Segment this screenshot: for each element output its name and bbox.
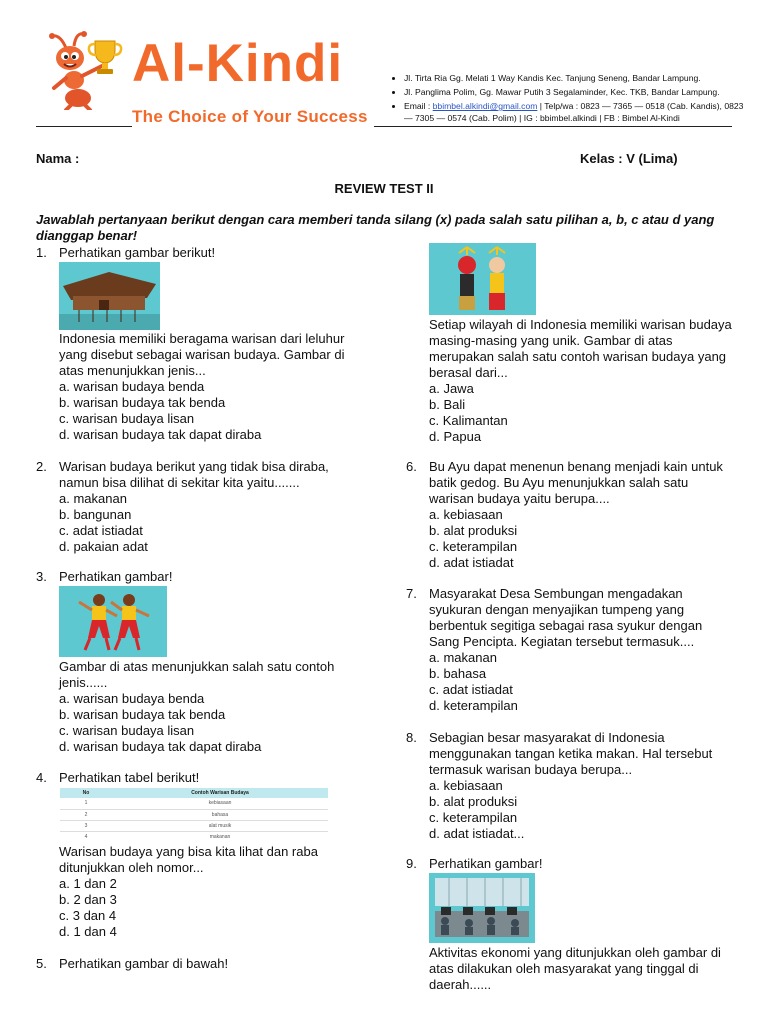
brand-tagline: The Choice of Your Success	[132, 107, 368, 126]
question-2: 2. Warisan budaya berikut yang tidak bisa diraba, namun bisa dilihat di sekitar kita yaitu....... a. makanan b. bangunan c. adat istiadat d. pakaian adat	[36, 459, 356, 555]
brand-name: Al-Kindi	[132, 34, 344, 93]
option-a[interactable]: a. Jawa	[429, 381, 474, 396]
option-c[interactable]: c. warisan budaya lisan	[59, 723, 195, 738]
question-4: 4. Perhatikan tabel berikut!	[36, 770, 200, 785]
option-a[interactable]: a. kebiasaan	[429, 778, 503, 793]
table-row: 2 bahasa	[60, 809, 328, 820]
table-header: Contoh Warisan Budaya	[191, 790, 249, 796]
option-b[interactable]: b. Bali	[429, 397, 466, 412]
option-d[interactable]: d. warisan budaya tak dapat diraba	[59, 427, 262, 442]
question-4-body: Warisan budaya yang bisa kita lihat dan raba ditunjukkan oleh nomor... a. 1 dan 2 b. 2 dan 3 c. 3 dan 4 d. 1 dan 4	[36, 844, 356, 940]
dancers-picture	[59, 586, 167, 657]
question-1: 1. Perhatikan gambar berikut!	[36, 245, 356, 261]
option-c[interactable]: c. adat istiadat	[429, 682, 513, 697]
option-a[interactable]: a. warisan budaya benda	[59, 379, 205, 394]
address-line: • Jl. Tirta Ria Gg. Melati 1 Way Kandis Kec. Tanjung Seneng, Bandar Lampung.	[404, 72, 752, 84]
trophy-icon	[86, 38, 124, 76]
traditional-costume-picture	[429, 243, 536, 315]
option-b[interactable]: b. alat produksi	[429, 523, 518, 538]
question-1-body: Indonesia memiliki beragama warisan dari leluhur yang disebut sebagai warisan budaya. Gambar di atas menunjukkan jenis... a. warisan budaya benda b. warisan budaya tak benda c. warisan budaya lisan d. warisan budaya tak dapat diraba	[36, 331, 356, 443]
table-row: 1 kebiasaan	[60, 798, 328, 809]
table-header: No	[82, 790, 90, 796]
address-line: • Jl. Panglima Polim, Gg. Mawar Putih 3 Segalaminder, Kec. TKB, Bandar Lampung.	[404, 86, 752, 98]
option-c[interactable]: c. 3 dan 4	[59, 908, 117, 923]
question-5-body: Setiap wilayah di Indonesia memiliki warisan budaya masing-masing yang unik. Gambar di atas merupakan salah satu contoh warisan budaya yang berasal dari... a. Jawa b. Bali c. Kalimantan d. Papua	[406, 317, 736, 445]
option-c[interactable]: c. adat istiadat	[59, 523, 143, 538]
question-6: 6. Bu Ayu dapat menenun benang menjadi kain untuk batik gedog. Bu Ayu menunjukkan salah satu warisan budaya yaitu berupa.... a. kebiasaan b. alat produksi c. keterampilan d. adat istiadat	[406, 459, 736, 571]
question-9: 9. Perhatikan gambar!	[406, 856, 543, 871]
question-8: 8. Sebagian besar masyarakat di Indonesia menggunakan tangan ketika makan. Hal tersebut termasuk warisan budaya berupa... a. kebiasaan b. alat produksi c. keterampilan d. adat istiadat...	[406, 730, 736, 842]
header-rule-left	[36, 126, 132, 127]
option-c[interactable]: c. keterampilan	[429, 539, 518, 554]
option-a[interactable]: a. makanan	[59, 491, 127, 506]
option-d[interactable]: d. pakaian adat	[59, 539, 148, 554]
table-row: 4 makanan	[84, 833, 231, 840]
contact-line: • Email : bbimbel.alkindi@gmail.com | Telp/wa : 0823 — 7365 — 0518 (Cab. Kandis), 0823 — 7305 — 0574 (Cab. Polim) | IG : bbimbel.alkindi | FB : Bimbel Al-Kindi	[404, 100, 752, 124]
option-c[interactable]: c. warisan budaya lisan	[59, 411, 195, 426]
office-workers-picture	[429, 873, 535, 943]
option-d[interactable]: d. warisan budaya tak dapat diraba	[59, 739, 262, 754]
question-5: 5. Perhatikan gambar di bawah!	[36, 956, 229, 971]
option-c[interactable]: c. keterampilan	[429, 810, 518, 825]
option-d[interactable]: d. Papua	[429, 429, 482, 444]
question-3: 3. Perhatikan gambar!	[36, 569, 173, 584]
option-a[interactable]: a. kebiasaan	[429, 507, 503, 522]
option-b[interactable]: b. bahasa	[429, 666, 487, 681]
option-a[interactable]: a. 1 dan 2	[59, 876, 117, 891]
traditional-house-picture	[59, 262, 160, 330]
kelas-field: Kelas : V (Lima)	[580, 151, 678, 166]
option-d[interactable]: d. adat istiadat...	[429, 826, 525, 841]
question-1-intro: Perhatikan gambar berikut!	[59, 245, 216, 260]
option-b[interactable]: b. 2 dan 3	[59, 892, 117, 907]
contact-info	[392, 72, 752, 126]
header-rule-right	[374, 126, 732, 127]
heritage-table	[60, 788, 328, 842]
question-3-body: Gambar di atas menunjukkan salah satu contoh jenis...... a. warisan budaya benda b. warisan budaya tak benda c. warisan budaya lisan d. warisan budaya tak dapat diraba	[36, 659, 356, 755]
option-b[interactable]: b. bangunan	[59, 507, 132, 522]
instruction: Jawablah pertanyaan berikut dengan cara memberi tanda silang (x) pada salah satu pilihan a, b, c atau d yang dianggap benar!	[36, 212, 715, 243]
option-d[interactable]: d. 1 dan 4	[59, 924, 117, 939]
option-c[interactable]: c. Kalimantan	[429, 413, 508, 428]
option-a[interactable]: a. makanan	[429, 650, 497, 665]
question-9-body: Aktivitas ekonomi yang ditunjukkan oleh gambar di atas dilakukan oleh masyarakat yang tinggal di daerah......	[429, 945, 721, 992]
table-row: 3 alat musik	[60, 820, 328, 831]
option-d[interactable]: d. adat istiadat	[429, 555, 514, 570]
option-b[interactable]: b. alat produksi	[429, 794, 518, 809]
question-7: 7. Masyarakat Desa Sembungan mengadakan syukuran dengan menyajikan tumpeng yang berbentuk segitiga sebagai rasa syukur dengan Sang Pencipta. Kegiatan tersebut termasuk.... a. makanan b. bahasa c. adat istiadat d. keterampilan	[406, 586, 736, 714]
option-d[interactable]: d. keterampilan	[429, 698, 518, 713]
nama-field: Nama :	[36, 151, 80, 166]
option-b[interactable]: b. warisan budaya tak benda	[59, 707, 226, 722]
option-a[interactable]: a. warisan budaya benda	[59, 691, 205, 706]
email-link[interactable]: bbimbel.alkindi@gmail.com	[432, 101, 538, 111]
option-b[interactable]: b. warisan budaya tak benda	[59, 395, 226, 410]
page-title: REVIEW TEST II	[334, 181, 434, 196]
